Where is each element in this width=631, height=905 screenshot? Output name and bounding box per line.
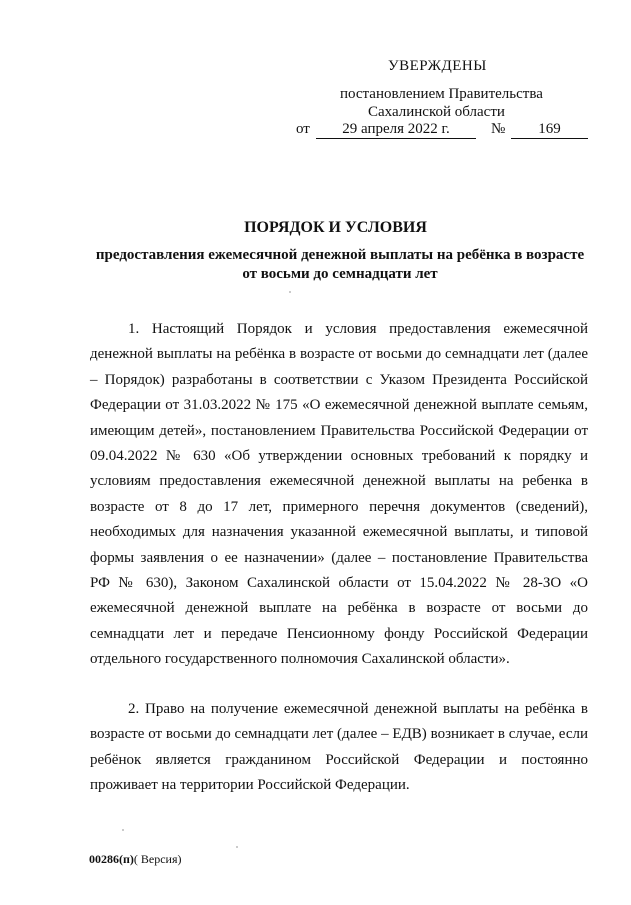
paragraph-1: 1. Настоящий Порядок и условия предоставления ежемесячной денежной выплаты на ребёнка в возрасте от восьми до семнадцати лет (далее – Порядок) разработаны в соответствии с Указом Президента Российской Федерации от 31.03.2022 № 175 «О ежемесячной денежной выплате семьям, имеющим детей», постановлением Правительства Российской Федерации от 09.04.2022 № 630 «Об утверждении основных требований к порядку и условиям предоставления ежемесячной денежной выплаты на ребенка в возрасте от 8 до 17 лет, примерного перечня документов (сведений), необходимых для назначения указанной ежемесячной выплаты, и типовой формы заявления о ее назначении» (далее – постановление Правительства РФ № 630), Законом Сахалинской области от 15.04.2022 № 28-ЗО «О ежемесячной денежной выплате на ребёнка в возрасте от восьми до семнадцати лет и передаче Пенсионному фонду Российской Федерации отдельного государственного полномочия Сахалинской области».	[90, 321, 588, 668]
approval-date-number-row	[296, 121, 596, 141]
approval-number-label: №	[491, 121, 506, 137]
footer-document-code	[89, 852, 182, 867]
scan-speck	[122, 829, 124, 831]
document-title: ПОРЯДОК И УСЛОВИЯ	[244, 219, 427, 236]
approval-date: 29 апреля 2022 г.	[316, 121, 476, 139]
document-subtitle: предоставления ежемесячной денежной выплаты на ребёнка в возрасте от восьми до семнадцати лет	[95, 247, 585, 282]
approval-issuer-line2: Сахалинской области	[368, 104, 505, 120]
approval-issuer-line1: постановлением Правительства	[340, 86, 543, 102]
approval-from-label: от	[296, 121, 310, 137]
scan-speck	[236, 846, 238, 848]
paragraph-2: 2. Право на получение ежемесячной денежной выплаты на ребёнка в возрасте от восьми до семнадцати лет (далее – ЕДВ) возникает в случае, если ребёнок является гражданином Российской Федерации и постоянно проживает на территории Российской Федерации.	[90, 701, 588, 794]
footer-version: ( Версия)	[133, 852, 182, 866]
approval-number: 169	[511, 121, 588, 139]
scan-speck	[289, 291, 291, 293]
approval-title: УВЕРЖДЕНЫ	[388, 58, 487, 74]
footer-code: 00286(п)	[89, 852, 134, 866]
